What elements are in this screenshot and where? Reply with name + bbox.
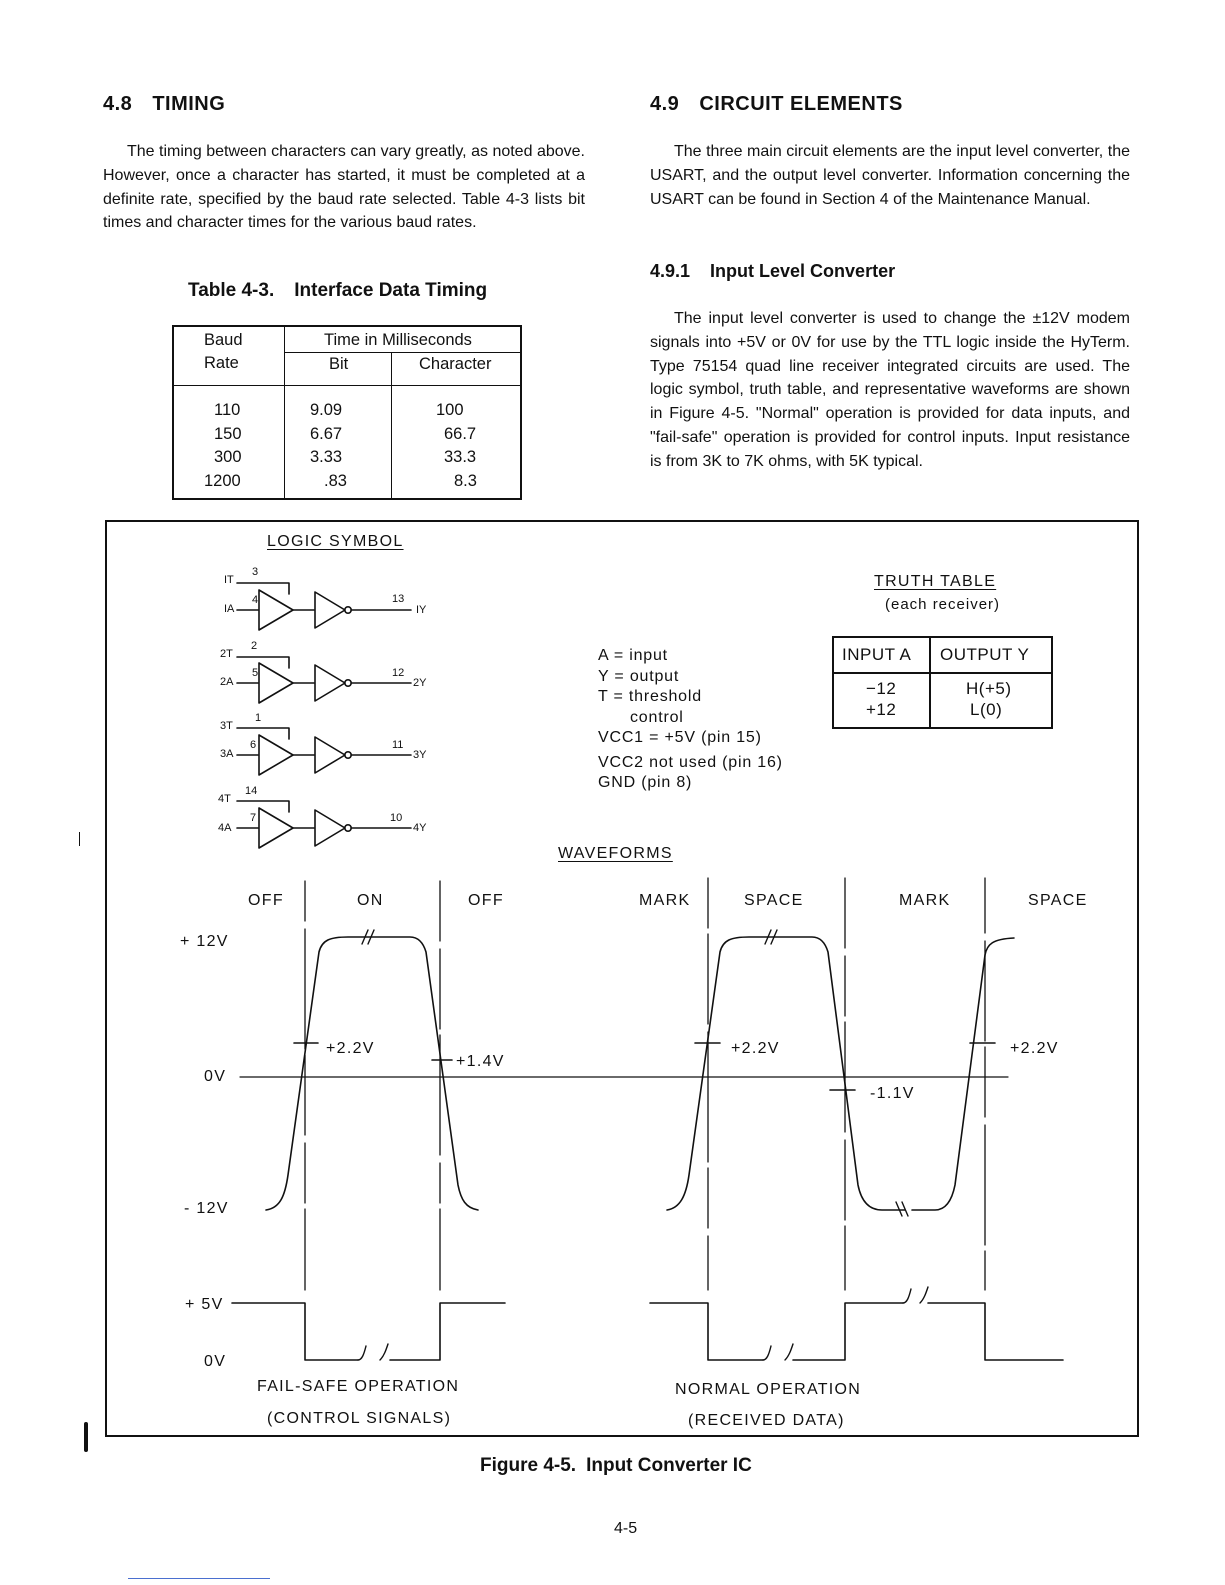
receiver-1 [237,583,411,630]
threshold-label: -1.1V [870,1085,915,1102]
state-label: SPACE [1028,892,1088,909]
header-time: Time in Milliseconds [324,331,472,349]
table-cell: 6.67 [310,424,343,443]
table-cell: 3.33 [310,448,343,467]
legend-line: GND (pin 8) [598,774,693,791]
pin-number: 14 [245,785,258,797]
pin-label: 4T [218,793,231,805]
threshold-label: +2.2V [731,1040,780,1057]
normal-output-waveform [650,1303,1063,1360]
truth-table [832,636,1053,729]
pin-label: 2Y [413,677,427,689]
pin-label: IT [224,574,234,586]
state-label: MARK [639,892,691,909]
header-rate: Rate [204,354,239,372]
pin-label: IA [224,603,235,615]
failsafe-input-waveform [266,937,478,1210]
normal-sublabel: (RECEIVED DATA) [688,1412,845,1429]
figure-title: Input Converter IC [586,1455,752,1476]
legend-line: control [630,708,684,726]
state-label: MARK [899,892,951,909]
level-minus12: - 12V [184,1200,229,1217]
section-title: Input Level Converter [710,261,896,281]
failsafe-sublabel: (CONTROL SIGNALS) [267,1410,452,1427]
level-zero: 0V [204,1068,227,1085]
header-baud: Baud [204,331,243,349]
logic-symbol-title: LOGIC SYMBOL [267,533,404,550]
pin-number: 4 [252,594,259,606]
threshold-label: +1.4V [456,1053,505,1070]
table-title: Interface Data Timing [294,280,488,301]
pin-label: 4A [218,822,232,834]
receiver-3 [237,728,411,775]
header-bit: Bit [329,355,349,373]
pin-legend [598,646,783,794]
truth-header-output: OUTPUT Y [940,645,1030,664]
legend-line: T = threshold [598,688,702,705]
table-cell: 33.3 [444,448,477,467]
page-number: 4-5 [614,1520,638,1537]
section-title: CIRCUIT ELEMENTS [699,93,903,115]
scan-mark [84,1422,88,1452]
pin-number: 2 [251,640,258,652]
pin-number: 11 [392,739,404,751]
receiver-2 [237,657,411,703]
pin-label: 3A [220,748,234,760]
threshold-label: +2.2V [1010,1040,1059,1057]
header-character: Character [419,355,492,373]
table-cell: 300 [214,448,242,467]
level-plus12: + 12V [180,933,229,950]
table-cell: .83 [324,471,347,490]
pin-number: 10 [390,812,403,824]
threshold-label: +2.2V [326,1040,375,1057]
pin-number: 13 [392,593,405,605]
section-title: TIMING [152,93,226,115]
section-number: 4.9.1 [650,261,691,281]
pin-label: 2A [220,676,234,688]
truth-cell: −12 [866,679,897,698]
table-cell: 9.09 [310,401,343,419]
table-cell: 110 [214,401,241,419]
truth-header-input: INPUT A [842,645,912,664]
failsafe-output-waveform [232,1303,505,1360]
scan-mark [79,832,80,846]
input-level-text: The input level converter is used to change the ±12V modem signals into +5V or 0V for use by the TTL logic inside the HyTerm. Type 75154 quad line receiver integrated circuits are used. The logic symbol, truth table, and representative waveforms are shown in Figure 4-5. "Normal" operation is provided for data inputs, and "fail-safe" operation is provided for control inputs. Input resistance is from 3K to 7K ohms, with 5K typical. [650,310,1130,470]
pin-number: 5 [252,667,259,679]
pin-label: 4Y [413,822,427,834]
section-number: 4.8 [103,93,133,115]
section-number: 4.9 [650,93,680,115]
table-cell: 1200 [204,471,241,490]
table-number: Table 4-3. [188,280,275,301]
table-cell: 150 [214,424,242,443]
figure-number: Figure 4-5. [480,1455,577,1476]
normal-label: NORMAL OPERATION [675,1381,862,1398]
state-label: OFF [248,892,284,909]
legend-line: VCC1 = +5V (pin 15) [598,729,762,746]
pin-number: 1 [255,712,262,724]
legend-line: A = input [598,647,668,664]
waveforms-title: WAVEFORMS [558,845,673,862]
pin-number: 12 [392,667,405,679]
pin-label: 3T [220,720,233,732]
truth-table-title: TRUTH TABLE [874,573,997,590]
level-zero-output: 0V [204,1353,227,1370]
state-label: OFF [468,892,504,909]
truth-cell: H(+5) [966,679,1012,698]
failsafe-label: FAIL-SAFE OPERATION [257,1378,460,1395]
truth-cell: +12 [866,700,897,719]
scan-mark [128,1578,270,1579]
table-cell: 8.3 [454,471,477,490]
pin-number: 6 [250,739,257,751]
legend-line: Y = output [598,667,680,685]
legend-line: VCC2 not used (pin 16) [598,753,783,771]
normal-input-waveform [667,937,905,1210]
state-label: ON [357,892,384,909]
pin-label: 2T [220,648,233,660]
pin-label: IY [416,604,427,616]
table-cell: 66.7 [444,424,477,443]
pin-number: 7 [250,812,257,824]
pin-label: 3Y [413,749,427,761]
truth-table-subtitle: (each receiver) [885,596,1001,613]
receiver-4 [237,801,411,848]
circuit-elements-text: The three main circuit elements are the input level converter, the USART, and the output level converter. Information concerning the USART can be found in Section 4 of the Maintenance Manual. [650,143,1130,208]
truth-cell: L(0) [970,700,1003,719]
pin-number: 3 [252,566,259,578]
figure-caption [480,1455,752,1477]
table-cell: 100 [436,401,464,419]
timing-text: The timing between characters can vary greatly, as noted above. However, once a character has started, it must be completed at a definite rate, specified by the baud rate selected. Table 4-3 lists bit times and character times for the various baud rates. [103,143,585,232]
state-label: SPACE [744,892,804,909]
level-plus5: + 5V [185,1296,224,1313]
